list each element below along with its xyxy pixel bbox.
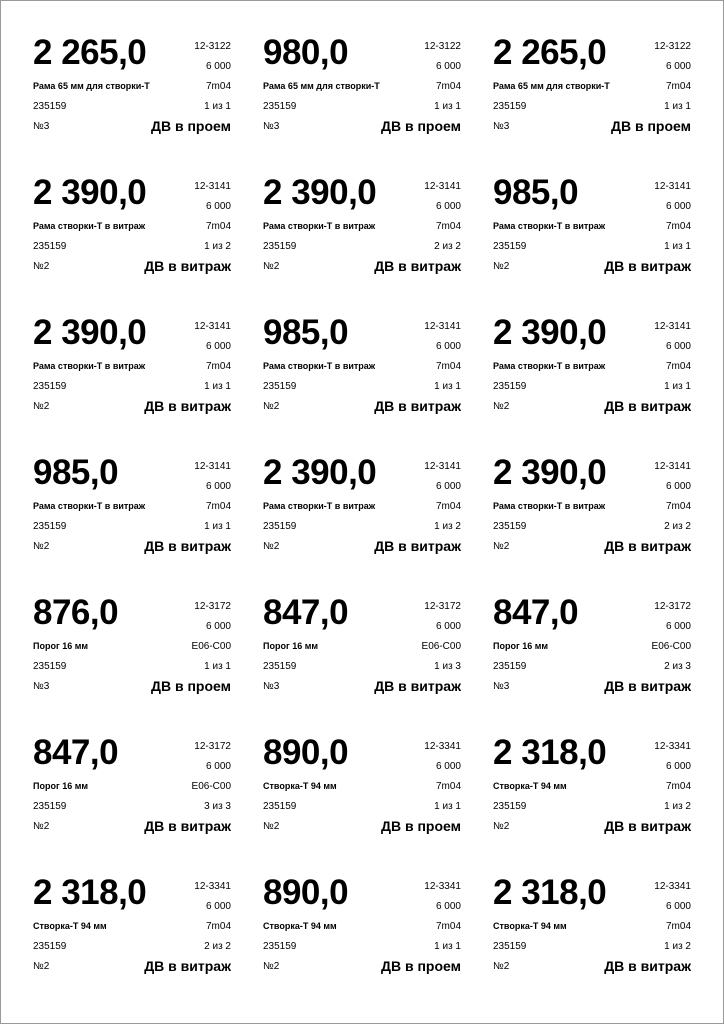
label-piece-count: 1 из 2: [204, 241, 231, 252]
label-color-code: 7m04: [205, 921, 231, 932]
label-destination: ДВ в проем: [611, 118, 691, 134]
label-length-value: 980,0: [263, 33, 349, 72]
label-destination: ДВ в витраж: [604, 678, 691, 694]
label-order-number: 235159: [493, 661, 527, 672]
label-piece-count: 1 из 3: [434, 661, 461, 672]
cut-label: [491, 31, 693, 141]
label-article: 12-3141: [654, 321, 691, 332]
label-article: 12-3141: [654, 181, 691, 192]
label-article: 12-3141: [424, 181, 461, 192]
label-article: 12-3141: [194, 181, 231, 192]
cut-label: [491, 451, 693, 561]
label-position-number: №2: [493, 541, 510, 552]
label-length-value: 985,0: [493, 173, 579, 212]
label-length-value: 847,0: [33, 733, 119, 772]
label-position-number: №3: [33, 121, 50, 132]
label-position-number: №2: [263, 541, 280, 552]
label-position-number: №2: [493, 401, 510, 412]
label-piece-count: 3 из 3: [204, 801, 231, 812]
label-position-number: №2: [33, 401, 50, 412]
label-order-number: 235159: [33, 941, 67, 952]
label-destination: ДВ в проем: [381, 118, 461, 134]
label-stock-length: 6 000: [205, 341, 231, 352]
label-position-number: №3: [493, 681, 510, 692]
label-piece-count: 1 из 1: [434, 381, 461, 392]
cut-label: [261, 451, 463, 561]
label-position-number: №2: [33, 821, 50, 832]
label-description: Порог 16 мм: [493, 641, 549, 651]
label-order-number: 235159: [263, 661, 297, 672]
label-article: 12-3341: [424, 881, 461, 892]
label-piece-count: 1 из 1: [204, 381, 231, 392]
label-stock-length: 6 000: [435, 341, 461, 352]
label-position-number: №2: [263, 961, 280, 972]
label-position-number: №2: [493, 961, 510, 972]
label-destination: ДВ в витраж: [604, 398, 691, 414]
label-article: 12-3141: [654, 461, 691, 472]
label-article: 12-3141: [424, 321, 461, 332]
label-destination: ДВ в витраж: [604, 538, 691, 554]
label-destination: ДВ в витраж: [144, 258, 231, 274]
label-destination: ДВ в проем: [151, 118, 231, 134]
label-stock-length: 6 000: [435, 61, 461, 72]
label-length-value: 985,0: [263, 313, 349, 352]
label-destination: ДВ в витраж: [144, 818, 231, 834]
label-color-code: 7m04: [665, 501, 691, 512]
label-piece-count: 2 из 3: [664, 661, 691, 672]
label-stock-length: 6 000: [205, 761, 231, 772]
label-color-code: 7m04: [205, 221, 231, 232]
label-stock-length: 6 000: [205, 201, 231, 212]
label-destination: ДВ в витраж: [374, 538, 461, 554]
label-position-number: №2: [493, 821, 510, 832]
label-stock-length: 6 000: [435, 621, 461, 632]
label-order-number: 235159: [493, 521, 527, 532]
cut-label: [31, 451, 233, 561]
cut-label: [31, 31, 233, 141]
label-color-code: 7m04: [435, 221, 461, 232]
label-stock-length: 6 000: [665, 621, 691, 632]
label-stock-length: 6 000: [435, 201, 461, 212]
label-color-code: E06-C00: [651, 641, 691, 652]
label-length-value: 2 265,0: [493, 33, 607, 72]
label-color-code: E06-C00: [421, 641, 461, 652]
cut-label: [491, 311, 693, 421]
label-position-number: №3: [263, 681, 280, 692]
label-destination: ДВ в проем: [381, 818, 461, 834]
cut-label: [261, 731, 463, 841]
label-piece-count: 2 из 2: [664, 521, 691, 532]
label-stock-length: 6 000: [205, 901, 231, 912]
label-length-value: 2 390,0: [33, 173, 147, 212]
cut-label: [31, 311, 233, 421]
label-order-number: 235159: [263, 941, 297, 952]
label-destination: ДВ в витраж: [144, 398, 231, 414]
label-color-code: 7m04: [435, 781, 461, 792]
label-article: 12-3122: [654, 41, 691, 52]
label-destination: ДВ в проем: [381, 958, 461, 974]
label-order-number: 235159: [493, 101, 527, 112]
label-color-code: 7m04: [665, 781, 691, 792]
label-description: Рама створки-Т в витраж: [33, 501, 146, 511]
label-length-value: 847,0: [263, 593, 349, 632]
label-description: Рама створки-Т в витраж: [493, 221, 606, 231]
label-order-number: 235159: [493, 941, 527, 952]
label-article: 12-3172: [654, 601, 691, 612]
label-position-number: №2: [33, 541, 50, 552]
label-length-value: 847,0: [493, 593, 579, 632]
label-piece-count: 1 из 1: [664, 241, 691, 252]
label-position-number: №3: [263, 121, 280, 132]
label-description: Рама 65 мм для створки-Т: [263, 81, 380, 91]
label-stock-length: 6 000: [435, 481, 461, 492]
label-article: 12-3172: [194, 601, 231, 612]
label-piece-count: 1 из 1: [204, 661, 231, 672]
label-piece-count: 1 из 1: [434, 801, 461, 812]
label-description: Рама 65 мм для створки-Т: [33, 81, 150, 91]
label-position-number: №2: [33, 961, 50, 972]
label-piece-count: 1 из 1: [434, 101, 461, 112]
label-order-number: 235159: [33, 381, 67, 392]
label-destination: ДВ в витраж: [604, 818, 691, 834]
label-length-value: 876,0: [33, 593, 119, 632]
label-order-number: 235159: [33, 101, 67, 112]
label-order-number: 235159: [263, 521, 297, 532]
label-description: Рама створки-Т в витраж: [263, 501, 376, 511]
cut-label: [261, 31, 463, 141]
label-destination: ДВ в витраж: [604, 958, 691, 974]
cut-label: [31, 871, 233, 981]
label-color-code: E06-C00: [191, 641, 231, 652]
label-color-code: 7m04: [205, 501, 231, 512]
label-piece-count: 2 из 2: [204, 941, 231, 952]
label-destination: ДВ в витраж: [144, 538, 231, 554]
label-color-code: 7m04: [665, 81, 691, 92]
cut-label: [491, 731, 693, 841]
label-position-number: №2: [493, 261, 510, 272]
label-color-code: 7m04: [665, 361, 691, 372]
label-description: Створка-Т 94 мм: [263, 781, 337, 791]
label-color-code: 7m04: [665, 921, 691, 932]
label-article: 12-3341: [654, 881, 691, 892]
cut-label: [491, 591, 693, 701]
label-piece-count: 1 из 2: [434, 521, 461, 532]
cut-label: [261, 591, 463, 701]
label-stock-length: 6 000: [665, 481, 691, 492]
label-article: 12-3341: [194, 881, 231, 892]
label-description: Створка-Т 94 мм: [493, 781, 567, 791]
label-article: 12-3172: [424, 601, 461, 612]
label-description: Рама створки-Т в витраж: [493, 361, 606, 371]
label-destination: ДВ в витраж: [374, 258, 461, 274]
label-order-number: 235159: [493, 381, 527, 392]
cut-label: [261, 311, 463, 421]
label-destination: ДВ в витраж: [144, 958, 231, 974]
label-color-code: 7m04: [435, 921, 461, 932]
label-order-number: 235159: [263, 381, 297, 392]
label-piece-count: 1 из 2: [664, 801, 691, 812]
label-position-number: №2: [263, 261, 280, 272]
label-color-code: 7m04: [435, 361, 461, 372]
label-position-number: №3: [493, 121, 510, 132]
label-article: 12-3122: [194, 41, 231, 52]
label-article: 12-3122: [424, 41, 461, 52]
label-length-value: 2 390,0: [493, 453, 607, 492]
label-destination: ДВ в проем: [151, 678, 231, 694]
label-order-number: 235159: [493, 801, 527, 812]
cut-label: [31, 171, 233, 281]
label-stock-length: 6 000: [665, 761, 691, 772]
label-order-number: 235159: [33, 661, 67, 672]
label-order-number: 235159: [33, 241, 67, 252]
label-length-value: 890,0: [263, 733, 349, 772]
label-article: 12-3141: [194, 461, 231, 472]
label-description: Рама створки-Т в витраж: [263, 221, 376, 231]
label-destination: ДВ в витраж: [604, 258, 691, 274]
label-stock-length: 6 000: [435, 761, 461, 772]
cut-label: [31, 591, 233, 701]
label-order-number: 235159: [493, 241, 527, 252]
label-description: Порог 16 мм: [263, 641, 319, 651]
label-order-number: 235159: [33, 801, 67, 812]
cut-label: [491, 871, 693, 981]
label-stock-length: 6 000: [665, 201, 691, 212]
label-color-code: 7m04: [435, 81, 461, 92]
label-position-number: №2: [263, 401, 280, 412]
label-piece-count: 1 из 1: [434, 941, 461, 952]
label-position-number: №2: [263, 821, 280, 832]
label-length-value: 2 318,0: [33, 873, 147, 912]
label-color-code: 7m04: [435, 501, 461, 512]
label-destination: ДВ в витраж: [374, 398, 461, 414]
label-description: Рама створки-Т в витраж: [493, 501, 606, 511]
label-description: Створка-Т 94 мм: [33, 921, 107, 931]
label-length-value: 985,0: [33, 453, 119, 492]
label-article: 12-3141: [424, 461, 461, 472]
label-article: 12-3341: [654, 741, 691, 752]
label-order-number: 235159: [263, 101, 297, 112]
cut-label: [31, 731, 233, 841]
label-stock-length: 6 000: [665, 901, 691, 912]
label-piece-count: 1 из 1: [204, 101, 231, 112]
label-length-value: 2 390,0: [263, 173, 377, 212]
label-length-value: 2 265,0: [33, 33, 147, 72]
label-description: Створка-Т 94 мм: [263, 921, 337, 931]
label-piece-count: 1 из 1: [664, 381, 691, 392]
label-length-value: 2 318,0: [493, 873, 607, 912]
label-order-number: 235159: [263, 801, 297, 812]
label-order-number: 235159: [263, 241, 297, 252]
label-description: Рама 65 мм для створки-Т: [493, 81, 610, 91]
label-piece-count: 1 из 1: [204, 521, 231, 532]
label-color-code: 7m04: [665, 221, 691, 232]
label-description: Порог 16 мм: [33, 781, 89, 791]
label-length-value: 2 318,0: [493, 733, 607, 772]
label-stock-length: 6 000: [435, 901, 461, 912]
cut-label: [491, 171, 693, 281]
label-length-value: 2 390,0: [263, 453, 377, 492]
label-position-number: №2: [33, 261, 50, 272]
label-stock-length: 6 000: [665, 341, 691, 352]
label-piece-count: 1 из 1: [664, 101, 691, 112]
label-order-number: 235159: [33, 521, 67, 532]
label-length-value: 2 390,0: [493, 313, 607, 352]
label-article: 12-3141: [194, 321, 231, 332]
label-piece-count: 2 из 2: [434, 241, 461, 252]
label-length-value: 2 390,0: [33, 313, 147, 352]
label-stock-length: 6 000: [205, 621, 231, 632]
label-color-code: E06-C00: [191, 781, 231, 792]
label-color-code: 7m04: [205, 361, 231, 372]
label-description: Рама створки-Т в витраж: [263, 361, 376, 371]
label-article: 12-3341: [424, 741, 461, 752]
label-description: Порог 16 мм: [33, 641, 89, 651]
label-piece-count: 1 из 2: [664, 941, 691, 952]
label-description: Створка-Т 94 мм: [493, 921, 567, 931]
label-stock-length: 6 000: [665, 61, 691, 72]
cut-label: [261, 871, 463, 981]
label-stock-length: 6 000: [205, 61, 231, 72]
cut-label: [261, 171, 463, 281]
label-article: 12-3172: [194, 741, 231, 752]
label-length-value: 890,0: [263, 873, 349, 912]
label-description: Рама створки-Т в витраж: [33, 361, 146, 371]
label-destination: ДВ в витраж: [374, 678, 461, 694]
label-color-code: 7m04: [205, 81, 231, 92]
label-stock-length: 6 000: [205, 481, 231, 492]
label-description: Рама створки-Т в витраж: [33, 221, 146, 231]
label-position-number: №3: [33, 681, 50, 692]
